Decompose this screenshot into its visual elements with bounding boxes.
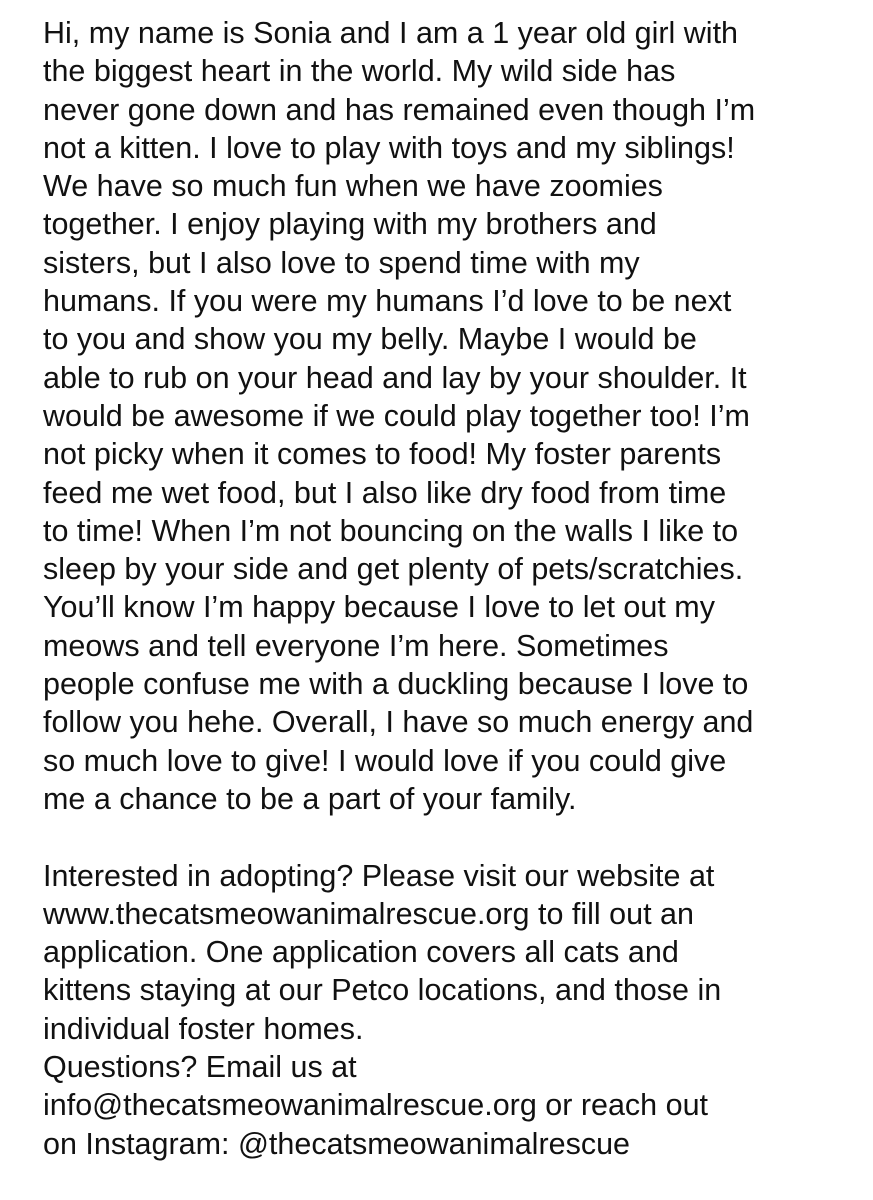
adoption-line: www.thecatsmeowanimalrescue.org to fill out an [43, 896, 694, 931]
bio-line: to time! When I’m not bouncing on the walls I like to [43, 513, 739, 548]
bio-line: follow you hehe. Overall, I have so much energy and [43, 705, 754, 740]
bio-line: sisters, but I also love to spend time with my [43, 245, 640, 280]
adoption-line: application. One application covers all cats and [43, 935, 679, 970]
bio-line: so much love to give! I would love if you could give [43, 743, 727, 778]
bio-line: together. I enjoy playing with my brothers and [43, 207, 657, 242]
bio-line: to you and show you my belly. Maybe I would be [43, 322, 697, 357]
bio-line: people confuse me with a duckling because I love to [43, 667, 749, 702]
contact-line: Questions? Email us at [43, 1050, 357, 1085]
bio-line: Hi, my name is Sonia and I am a 1 year old girl with [43, 16, 739, 50]
bio-line: We have so much fun when we have zoomies [43, 169, 663, 204]
bio-line: sleep by your side and get plenty of pets/scratchies. [43, 552, 744, 587]
adoption-line: individual foster homes. [43, 1011, 364, 1046]
contact-paragraph [43, 1048, 863, 1163]
adoption-line: kittens staying at our Petco locations, and those in [43, 973, 722, 1008]
contact-line: on Instagram: @thecatsmeowanimalrescue [43, 1126, 631, 1161]
adoption-paragraph [43, 857, 863, 1048]
bio-line: feed me wet food, but I also like dry food from time [43, 475, 727, 510]
bio-line: able to rub on your head and lay by your shoulder. It [43, 360, 747, 395]
bio-line: not a kitten. I love to play with toys and my siblings! [43, 130, 735, 165]
contact-line: info@thecatsmeowanimalrescue.org or reach out [43, 1088, 709, 1123]
bio-line: never gone down and has remained even though I’m [43, 92, 756, 127]
adoption-line: Interested in adopting? Please visit our website at [43, 858, 715, 893]
bio-line: me a chance to be a part of your family. [43, 781, 577, 816]
bio-line: humans. If you were my humans I’d love to be next [43, 284, 732, 319]
bio-line: not picky when it comes to food! My foster parents [43, 437, 722, 472]
bio-line: meows and tell everyone I’m here. Sometimes [43, 628, 669, 663]
bio-paragraph [43, 14, 863, 818]
document-body [43, 14, 863, 1163]
bio-line: You’ll know I’m happy because I love to let out my [43, 590, 715, 625]
bio-line: would be awesome if we could play together too! I’m [43, 398, 750, 433]
paragraph-spacer [43, 818, 863, 856]
bio-line: the biggest heart in the world. My wild side has [43, 54, 676, 89]
